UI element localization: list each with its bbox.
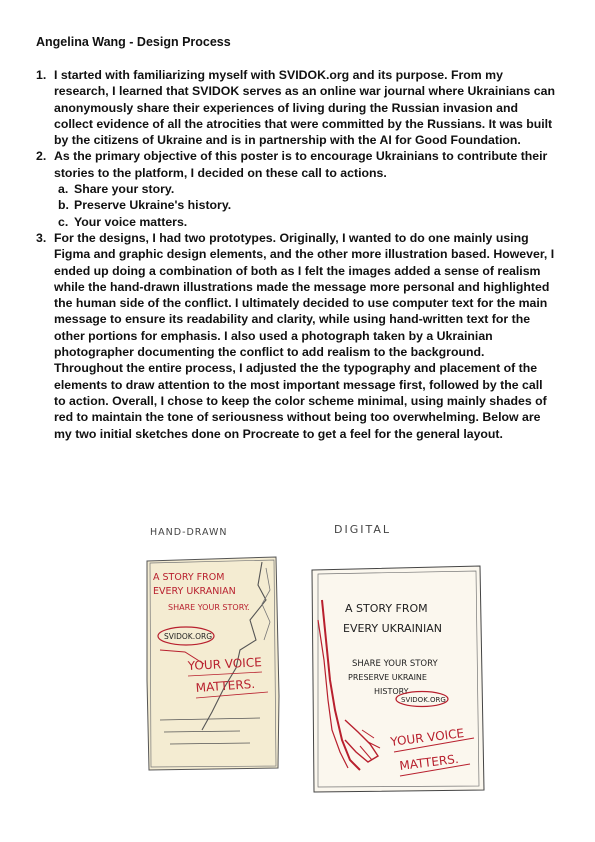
sub-item-text: Share your story. (74, 182, 175, 197)
digital-headline-line1: A STORY FROM (345, 602, 428, 615)
item-number: 2. (36, 149, 47, 164)
item-text: I started with familiarizing myself with SVIDOK.org and its purpose. From my research, I learned that SVIDOK serves as an online war journal where Ukrainians can anonymously share their experiences of living during the Russian invasion and collect evidence of all the atrocities that were committed by the Russians. It was built by the citizens of Ukraine and is in partnership with the AI for Good Foundation. (54, 68, 555, 148)
item-number: 1. (36, 68, 47, 82)
item-text: For the designs, I had two prototypes. Originally, I wanted to do one mainly using Figma and graphic design elements, and the other more illustration based. However, I ended up doing a combination of both as I felt the images added a sense of realism while the hand-drawn illustrations made the message more personal and highlighted the human side of the conflict. I ultimately decided to use computer text for the main message to ensure its readability and clarity, while using hand-written text for the other portions for emphasis. I also used a photograph taken by a Ukrainian photographer documenting the conflict to add realism to the background. Throughout the entire process, I adjusted the the typography and placement of the elements to draw attention to the most important message first, followed by the call to action. Overall, I chose to keep the color scheme minimal, using mainly shades of red to maintain the tone of seriousness without being too overwhelming. Below are my two initial sketches done on Procreate to get a feel for the general layout. (54, 230, 555, 441)
digital-voice-line2: MATTERS. (398, 751, 460, 773)
item-text: As the primary objective of this poster is to encourage Ukrainians to contribute their stories to the platform, I decided on these call to actions. (54, 149, 548, 180)
digital-cta-line1: SHARE YOUR STORY (352, 659, 438, 669)
sub-item-letter: a. (58, 182, 69, 197)
hand-badge-text: SVIDOK.ORG (164, 632, 213, 641)
sub-item-text: Your voice matters. (74, 214, 188, 229)
digital-badge-text: SVIDOK.ORG (401, 696, 446, 704)
digital-sketch (312, 523, 484, 792)
sub-item-text: Preserve Ukraine's history. (74, 198, 232, 213)
hand-drawn-label: HAND-DRAWN (150, 527, 228, 538)
sub-item-letter: b. (58, 198, 69, 213)
hand-headline-line2: EVERY UKRANIAN (153, 586, 236, 597)
digital-headline-line2: EVERY UKRAINIAN (343, 622, 443, 635)
item-number: 3. (36, 230, 47, 245)
hand-drawn-sketch (147, 527, 279, 770)
digital-cta-line3: HISTORY (374, 687, 409, 696)
digital-label: DIGITAL (334, 523, 392, 536)
hand-headline-line1: A STORY FROM (153, 572, 225, 583)
hand-cta: SHARE YOUR STORY. (168, 603, 250, 612)
hand-voice-line2: MATTERS. (195, 676, 256, 695)
document-title: Angelina Wang - Design Process (36, 35, 231, 49)
digital-cta-line2: PRESERVE UKRAINE (348, 673, 427, 682)
hand-voice-line1: YOUR VOICE (187, 655, 263, 673)
digital-voice-line1: YOUR VOICE (389, 726, 465, 749)
sub-item-letter: c. (58, 214, 69, 229)
